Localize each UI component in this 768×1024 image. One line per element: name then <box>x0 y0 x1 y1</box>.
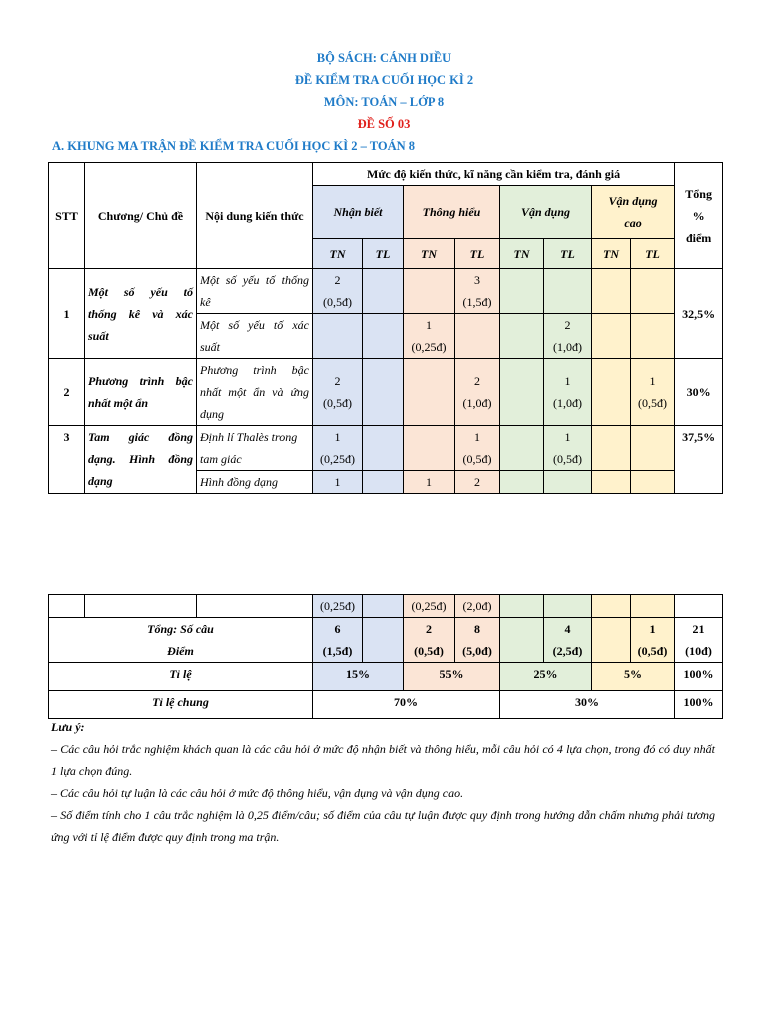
cell-vdc-tl <box>631 595 675 618</box>
cell-th-tn <box>404 269 455 314</box>
cell-vdc-tn <box>592 426 631 471</box>
cell-nb-tl <box>363 269 404 314</box>
ratio-total: 100% <box>675 663 723 691</box>
cell-vd-tl <box>544 269 592 314</box>
total-th-tn: 2 (0,5đ) <box>404 618 455 663</box>
matrix-table <box>48 162 723 494</box>
notes <box>51 716 715 848</box>
totals-row <box>49 618 723 663</box>
total-vdc-tl: 1 (0,5đ) <box>631 618 675 663</box>
cell-th-tl <box>455 314 500 359</box>
general-ratio-row <box>49 691 723 719</box>
row-total: 30% <box>675 359 723 426</box>
cell-th-tn <box>404 359 455 426</box>
col-tl: TL <box>455 239 500 269</box>
level-van-dung-cao: Vận dụng cao <box>592 186 675 239</box>
general-ratio-label: Tỉ lệ chung <box>49 691 313 719</box>
total-vd-tl: 4 (2,5đ) <box>544 618 592 663</box>
cell-vd-tn <box>500 595 544 618</box>
ratio-nhan-biet: 15% <box>313 663 404 691</box>
table-row <box>49 595 723 618</box>
cell-nb-tl <box>363 314 404 359</box>
cell-empty <box>197 595 313 618</box>
col-tn: TN <box>313 239 363 269</box>
cell-vdc-tl <box>631 314 675 359</box>
header-content: Nội dung kiến thức <box>197 163 313 269</box>
note-item: – Các câu hỏi tự luận là các câu hỏi ở mức độ thông hiểu, vận dụng và vận dụng cao. <box>51 786 464 800</box>
ratio-row <box>49 663 723 691</box>
cell-nb-tl <box>363 595 404 618</box>
total-vdc-tn <box>592 618 631 663</box>
total-nb-tn: 6 (1,5đ) <box>313 618 363 663</box>
cell-vdc-tn <box>592 359 631 426</box>
total-nb-tl <box>363 618 404 663</box>
matrix-table-continued <box>48 594 723 719</box>
cell-empty <box>675 595 723 618</box>
cell-nb-tl <box>363 471 404 494</box>
level-thong-hieu: Thông hiểu <box>404 186 500 239</box>
cell-vdc-tn <box>592 269 631 314</box>
exam-number: ĐỀ SỐ 03 <box>357 117 411 131</box>
row-chapter: Một số yếu tố thống kê và xác suất <box>85 269 197 359</box>
ratio-van-dung-cao: 5% <box>592 663 675 691</box>
row-chapter: Phương trình bậc nhất một ẩn <box>85 359 197 426</box>
col-tl: TL <box>544 239 592 269</box>
cell-vd-tn <box>500 426 544 471</box>
total-th-tl: 8 (5,0đ) <box>455 618 500 663</box>
cell-vdc-tl <box>631 471 675 494</box>
total-vd-tn <box>500 618 544 663</box>
row-content: Định lí Thalès trong tam giác <box>197 426 313 471</box>
totals-label: Tổng: Số câu Điểm <box>49 618 313 663</box>
cell-vdc-tl <box>631 426 675 471</box>
cell-vdc-tl <box>631 269 675 314</box>
cell-vd-tl: 1 (1,0đ) <box>544 359 592 426</box>
cell-vdc-tn <box>592 471 631 494</box>
col-tn: TN <box>500 239 544 269</box>
row-content: Phương trình bậc nhất một ẩn và ứng dụng <box>197 359 313 426</box>
cell-vd-tn <box>500 314 544 359</box>
row-chapter: Tam giác đồng dạng. Hình đồng dạng <box>85 426 197 494</box>
cell-th-tn: (0,25đ) <box>404 595 455 618</box>
cell-nb-tn <box>313 314 363 359</box>
subject-title: MÔN: TOÁN – LỚP 8 <box>323 95 445 109</box>
row-stt: 3 <box>49 426 85 494</box>
col-tn: TN <box>592 239 631 269</box>
cell-th-tn <box>404 426 455 471</box>
cell-nb-tn: 2 (0,5đ) <box>313 269 363 314</box>
row-stt: 1 <box>49 269 85 359</box>
cell-empty <box>85 595 197 618</box>
cell-th-tl: 1 (0,5đ) <box>455 426 500 471</box>
row-stt: 2 <box>49 359 85 426</box>
row-total: 37,5% <box>675 426 723 494</box>
cell-vdc-tn <box>592 595 631 618</box>
level-nhan-biet: Nhận biết <box>313 186 404 239</box>
header-chapter: Chương/ Chủ đề <box>85 163 197 269</box>
col-tn: TN <box>404 239 455 269</box>
row-content: Một số yếu tố thống kê <box>197 269 313 314</box>
table-row <box>49 426 723 471</box>
cell-nb-tn: (0,25đ) <box>313 595 363 618</box>
cell-vd-tl <box>544 595 592 618</box>
header-total: Tổng % điểm <box>675 163 723 269</box>
ratio-label: Tỉ lệ <box>49 663 313 691</box>
row-content: Hình đồng dạng <box>197 471 313 494</box>
cell-th-tl: 2 (1,0đ) <box>455 359 500 426</box>
cell-nb-tl <box>363 359 404 426</box>
header-levels: Mức độ kiến thức, kĩ năng cần kiểm tra, đánh giá <box>313 163 675 186</box>
cell-th-tn: 1 <box>404 471 455 494</box>
cell-vd-tn <box>500 471 544 494</box>
col-tl: TL <box>631 239 675 269</box>
cell-vd-tn <box>500 269 544 314</box>
table-row <box>49 359 723 426</box>
book-title: BỘ SÁCH: CÁNH DIỀU <box>316 51 452 65</box>
cell-vdc-tn <box>592 314 631 359</box>
col-tl: TL <box>363 239 404 269</box>
note-item: – Số điểm tính cho 1 câu trắc nghiệm là 0,25 điểm/câu; số điểm của câu tự luận được quy định trong hướng dẫn chấm nhưng phải tương ứng với tỉ lệ điểm được quy định trong ma trận. <box>51 808 715 844</box>
cell-vd-tl: 2 (1,0đ) <box>544 314 592 359</box>
table-row <box>49 269 723 314</box>
note-item: – Các câu hỏi trắc nghiệm khách quan là các câu hỏi ở mức độ nhận biết và thông hiểu, mỗi câu hỏi có 4 lựa chọn, trong đó có duy nhất 1 lựa chọn đúng. <box>51 742 715 778</box>
ratio-van-dung: 25% <box>500 663 592 691</box>
cell-nb-tn: 1 (0,25đ) <box>313 426 363 471</box>
general-ratio-low: 70% <box>313 691 500 719</box>
cell-vdc-tl: 1 (0,5đ) <box>631 359 675 426</box>
cell-nb-tn: 2 (0,5đ) <box>313 359 363 426</box>
cell-th-tl: 3 (1,5đ) <box>455 269 500 314</box>
general-ratio-total: 100% <box>675 691 723 719</box>
cell-th-tn: 1 (0,25đ) <box>404 314 455 359</box>
cell-th-tl: (2,0đ) <box>455 595 500 618</box>
level-van-dung: Vận dụng <box>500 186 592 239</box>
row-content: Một số yếu tố xác suất <box>197 314 313 359</box>
cell-vd-tl: 1 (0,5đ) <box>544 426 592 471</box>
cell-vd-tn <box>500 359 544 426</box>
header-stt: STT <box>49 163 85 269</box>
cell-th-tl: 2 <box>455 471 500 494</box>
general-ratio-high: 30% <box>500 691 675 719</box>
cell-nb-tn: 1 <box>313 471 363 494</box>
section-title: A. KHUNG MA TRẬN ĐỀ KIỂM TRA CUỐI HỌC KÌ 2 – TOÁN 8 <box>52 139 416 153</box>
cell-nb-tl <box>363 426 404 471</box>
notes-title: Lưu ý: <box>51 720 85 734</box>
exam-title: ĐỀ KIỂM TRA CUỐI HỌC KÌ 2 <box>294 73 474 87</box>
cell-vd-tl <box>544 471 592 494</box>
row-total: 32,5% <box>675 269 723 359</box>
ratio-thong-hieu: 55% <box>404 663 500 691</box>
total-overall: 21 (10đ) <box>675 618 723 663</box>
cell-empty <box>49 595 85 618</box>
